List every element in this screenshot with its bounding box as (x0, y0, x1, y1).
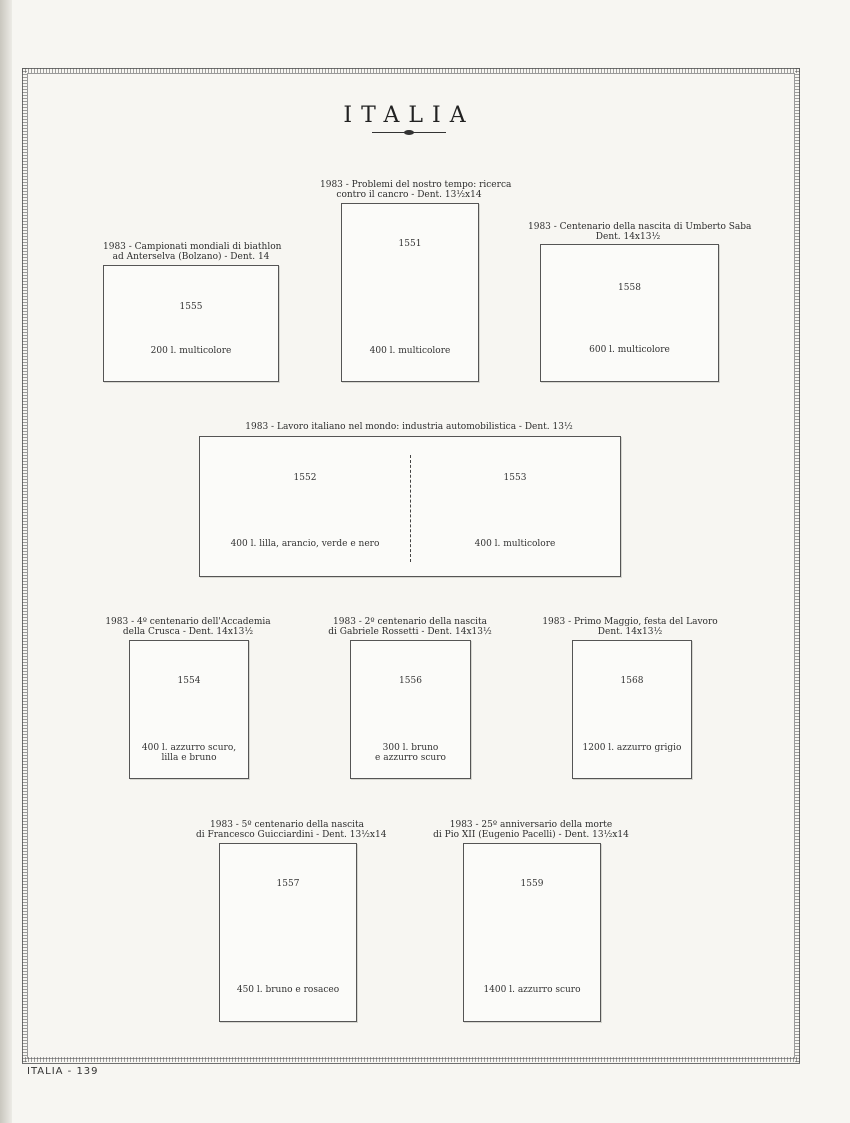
stamp-description: 400 l. multicolore (369, 346, 451, 356)
caption-1558 (528, 222, 752, 242)
stamp-description-line-2: lilla e bruno (161, 753, 217, 763)
stamp-mount-1559 (463, 843, 601, 1022)
catalog-number: 1554 (177, 676, 201, 686)
caption-line-1: 1983 - Problemi del nostro tempo: ricerca (320, 180, 512, 190)
stamp-description: 600 l. multicolore (589, 345, 670, 355)
stamp-description: 400 l. lilla, arancio, verde e nero (230, 539, 380, 549)
caption-1551 (320, 180, 512, 200)
caption-line-2: ad Anterselva (Bolzano) - Dent. 14 (112, 252, 270, 262)
catalog-number: 1553 (503, 473, 527, 483)
caption-1552-1553 (199, 422, 619, 432)
stamp-slot-1553 (410, 437, 620, 576)
page-title: ITALIA (343, 103, 475, 128)
caption-1557 (196, 820, 387, 840)
caption-line-1: 1983 - Centenario della nascita di Umberto Saba (528, 222, 752, 232)
stamp-description-line-2: e azzurro scuro (375, 753, 446, 763)
catalog-number: 1555 (179, 302, 203, 312)
caption-line-2: di Gabriele Rossetti - Dent. 14x13½ (328, 627, 492, 637)
caption-line-1: 1983 - 2º centenario della nascita (333, 617, 487, 627)
caption-line-1: 1983 - Lavoro italiano nel mondo: industria automobilistica - Dent. 13½ (245, 422, 573, 432)
page-footer: ITALIA - 139 (27, 1066, 99, 1077)
stamp-description: 200 l. multicolore (150, 346, 232, 356)
caption-line-1: 1983 - Campionati mondiali di biathlon (103, 242, 282, 252)
stamp-mount-1556 (350, 640, 471, 779)
caption-1554 (103, 617, 273, 637)
stamp-description: 1400 l. azzurro scuro (483, 985, 581, 995)
catalog-number: 1552 (293, 473, 317, 483)
stamp-mount-1554 (129, 640, 249, 779)
title-ornament-dot (404, 130, 414, 135)
stamp-mount-1552-1553 (199, 436, 621, 577)
caption-1568 (540, 617, 720, 637)
stamp-mount-1555 (103, 265, 279, 382)
caption-1556 (322, 617, 498, 637)
stamp-description-line-1: 300 l. bruno (382, 743, 439, 753)
stamp-mount-1551 (341, 203, 479, 382)
catalog-number: 1559 (520, 879, 544, 889)
caption-line-1: 1983 - 5º centenario della nascita (210, 820, 364, 830)
caption-line-1: 1983 - Primo Maggio, festa del Lavoro (542, 617, 718, 627)
caption-line-1: 1983 - 25º anniversario della morte (449, 820, 613, 830)
caption-1559 (433, 820, 629, 840)
catalog-number: 1551 (398, 239, 422, 249)
caption-line-2: contro il cancro - Dent. 13½x14 (336, 190, 482, 200)
catalog-number: 1557 (276, 879, 300, 889)
frame-hatch-top (22, 68, 800, 73)
frame-hatch-left (22, 68, 27, 1062)
caption-1555 (103, 242, 282, 262)
catalog-number: 1558 (618, 283, 641, 293)
caption-line-2: della Crusca - Dent. 14x13½ (122, 627, 254, 637)
caption-line-2: Dent. 14x13½ (597, 627, 663, 637)
stamp-slot-1552 (200, 437, 410, 576)
caption-line-1: 1983 - 4º centenario dell'Accademia (105, 617, 271, 627)
stamp-description: 450 l. bruno e rosaceo (236, 985, 340, 995)
caption-line-2: di Francesco Guicciardini - Dent. 13½x14 (196, 830, 387, 840)
stamp-mount-1568 (572, 640, 692, 779)
stamp-description: 1200 l. azzurro grigio (582, 743, 682, 753)
catalog-number: 1568 (620, 676, 644, 686)
catalog-number: 1556 (399, 676, 422, 686)
stamp-description: 400 l. multicolore (474, 539, 556, 549)
stamp-mount-1557 (219, 843, 357, 1022)
page-edge (0, 0, 12, 1123)
frame-hatch-right (795, 68, 800, 1062)
stamp-mount-1558 (540, 244, 719, 382)
frame-hatch-bottom (22, 1057, 800, 1062)
caption-line-2: di Pio XII (Eugenio Pacelli) - Dent. 13½x14 (433, 830, 629, 840)
caption-line-2: Dent. 14x13½ (595, 232, 661, 242)
stamp-description-line-1: 400 l. azzurro scuro, (141, 743, 237, 753)
